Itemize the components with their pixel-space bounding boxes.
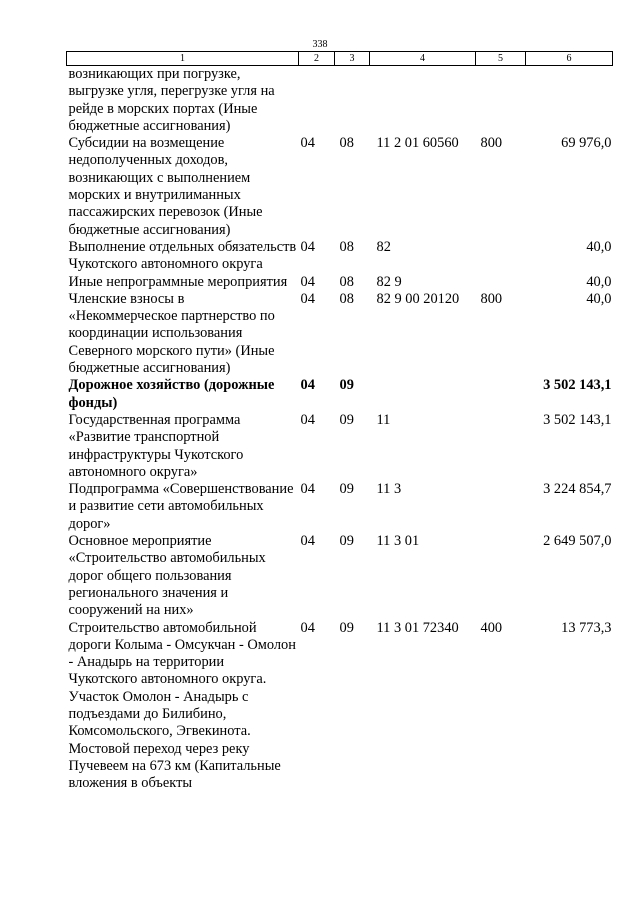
row-amount-cell: 3 502 143,1 (543, 411, 612, 428)
row-section-cell: 04 (300, 238, 315, 255)
row-target-article-cell: 82 9 00 20120 (376, 290, 460, 307)
row-target-article-cell: 11 (376, 411, 391, 428)
row-expense-type-cell (476, 66, 526, 136)
row-target-article-cell: 82 (376, 238, 391, 255)
row-expense-type-cell: 800 (480, 135, 503, 152)
column-number-2: 2 (299, 52, 335, 66)
row-amount-cell: 69 976,0 (561, 135, 612, 152)
column-number-4: 4 (370, 52, 476, 66)
row-amount-cell: 40,0 (586, 238, 612, 255)
table-row (67, 620, 613, 793)
row-name-cell: Членские взносы в «Некоммерческое партнерство по координации использования Северного морского пути» (Иные бюджетные ассигнования) (68, 290, 275, 377)
row-expense-type-cell (476, 481, 526, 533)
row-target-article-cell: 82 9 (376, 273, 402, 290)
row-section-cell: 04 (300, 135, 315, 152)
table-row (67, 135, 613, 239)
row-name-cell: Основное мероприятие «Строительство автомобильных дорог общего пользования регионального значения и сооружений на них» (68, 533, 266, 619)
row-expense-type-cell (476, 274, 526, 291)
column-number-3: 3 (335, 52, 370, 66)
table-header-row (67, 52, 613, 66)
row-target-article-cell (370, 377, 476, 412)
row-amount-cell: 3 224 854,7 (543, 481, 612, 498)
row-subsection-cell: 08 (339, 135, 354, 152)
row-subsection-cell: 08 (339, 238, 354, 255)
row-subsection-cell (335, 66, 370, 136)
budget-table (66, 51, 613, 792)
row-expense-type-cell (476, 377, 526, 412)
row-name-cell: Государственная программа «Развитие транспортной инфраструктуры Чукотского автономного округа» (68, 411, 244, 480)
row-expense-type-cell (476, 239, 526, 274)
column-number-1: 1 (67, 52, 299, 66)
row-amount-cell: 40,0 (586, 273, 612, 290)
row-expense-type-cell: 400 (480, 619, 503, 636)
row-amount-cell (526, 66, 613, 136)
row-subsection-cell: 09 (339, 619, 354, 636)
row-subsection-cell: 09 (339, 533, 354, 550)
row-target-article-cell: 11 3 (376, 481, 402, 498)
row-expense-type-cell (476, 533, 526, 619)
row-target-article-cell: 11 3 01 (376, 533, 420, 550)
row-section-cell (299, 66, 335, 136)
row-subsection-cell: 09 (339, 481, 354, 498)
table-row (67, 239, 613, 274)
row-section-cell: 04 (300, 377, 315, 394)
row-name-cell: Дорожное хозяйство (дорожные фонды) (68, 377, 275, 411)
row-name-cell: Строительство автомобильной дороги Колыма - Омсукчан - Омолон - Анадырь на территории Чукотского автономного округа. Участок Омолон - Анадырь с подъездами до Билибино, Комсомольского, Эгвекинота. Мостовой переход через реку Пучевеем на 673 км (Капитальные вложения в объекты (68, 619, 296, 792)
table-row (67, 274, 613, 291)
row-target-article-cell: 11 2 01 60560 (376, 135, 459, 152)
table-row (67, 66, 613, 136)
table-row (67, 533, 613, 619)
row-section-cell: 04 (300, 481, 315, 498)
row-subsection-cell: 08 (339, 290, 354, 307)
column-number-5: 5 (476, 52, 526, 66)
table-row (67, 377, 613, 412)
table-body (67, 66, 613, 793)
row-target-article-cell: 11 3 01 72340 (376, 619, 459, 636)
row-target-article-cell (370, 66, 476, 136)
table-row (67, 291, 613, 377)
row-amount-cell: 13 773,3 (561, 619, 612, 636)
row-name-cell: Выполнение отдельных обязательств Чукотского автономного округа (68, 238, 297, 273)
table-row (67, 412, 613, 481)
row-subsection-cell: 09 (339, 411, 354, 428)
row-name-cell: возникающих при погрузке, выгрузке угля, перегрузке угля на рейде в морских портах (Иные бюджетные ассигнования) (68, 66, 275, 134)
page-number: 338 (312, 39, 328, 50)
row-expense-type-cell (476, 412, 526, 481)
column-number-6: 6 (526, 52, 613, 66)
table-header (67, 52, 613, 66)
row-section-cell: 04 (300, 290, 315, 307)
row-expense-type-cell: 800 (480, 290, 503, 307)
row-name-cell: Подпрограмма «Совершенствование и развитие сети автомобильных дорог» (68, 481, 294, 532)
table-row (67, 481, 613, 533)
row-section-cell: 04 (300, 533, 315, 550)
row-amount-cell: 2 649 507,0 (543, 533, 612, 550)
row-section-cell: 04 (300, 619, 315, 636)
row-amount-cell: 40,0 (586, 290, 612, 307)
row-amount-cell: 3 502 143,1 (543, 377, 612, 394)
row-name-cell: Субсидии на возмещение недополученных доходов, возникающих с выполнением морских и внутрилиманных пассажирских перевозок (Иные бюджетные ассигнования) (68, 135, 263, 238)
row-subsection-cell: 09 (339, 377, 354, 394)
row-subsection-cell: 08 (339, 273, 354, 290)
row-section-cell: 04 (300, 411, 315, 428)
row-name-cell: Иные непрограммные мероприятия (68, 273, 288, 290)
row-section-cell: 04 (300, 273, 315, 290)
